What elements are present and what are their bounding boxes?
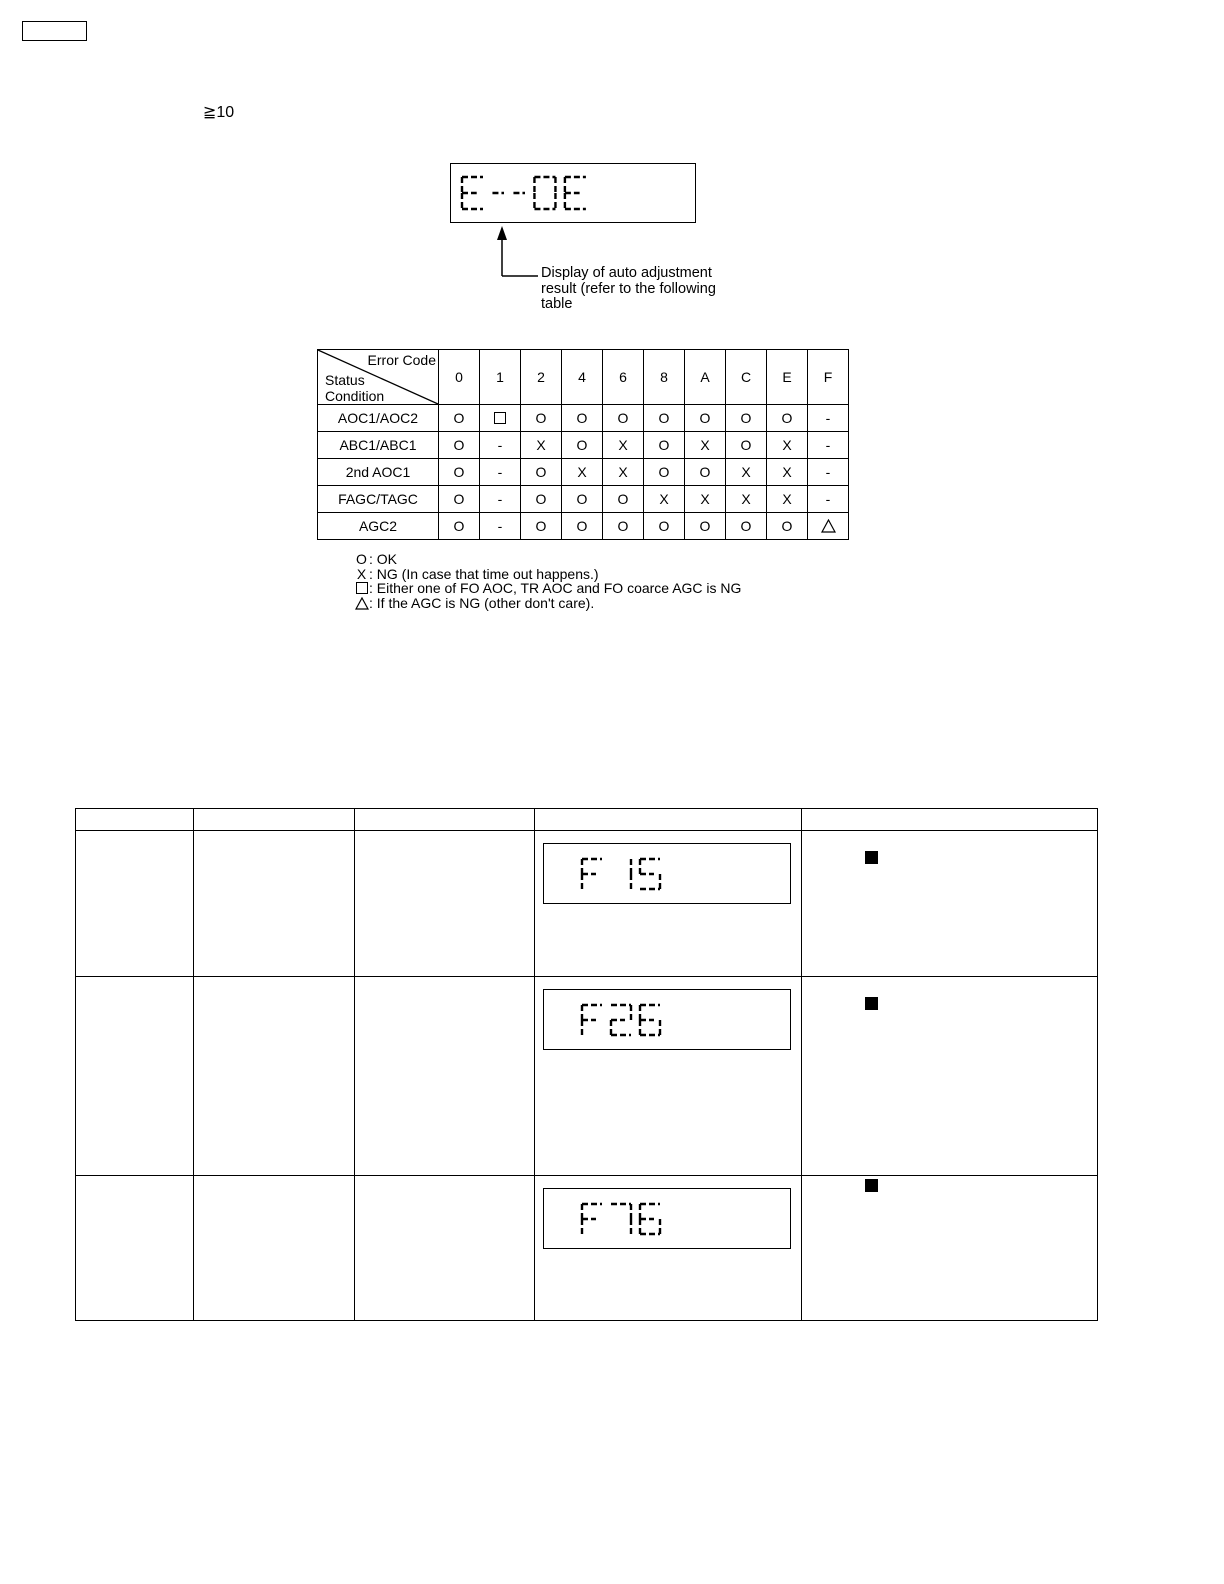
status-cell: O [726,513,767,540]
status-cell: O [644,432,685,459]
table-row [318,459,849,486]
header-cell [802,809,1098,831]
header-cell [535,809,802,831]
table-cell [194,977,355,1176]
table-row [318,432,849,459]
error-display-table [75,808,1098,1321]
code-header: 6 [603,350,644,405]
error-code-heading: Error Code [367,352,436,368]
code-header: A [685,350,726,405]
table-cell [802,831,1098,977]
status-cell: - [808,432,849,459]
row-label: ABC1/ABC1 [318,432,439,459]
legend [354,552,741,610]
ng-symbol: X [356,565,367,582]
table-row [76,831,1098,977]
code-header: 1 [480,350,521,405]
legend-item [354,552,741,567]
table-cell [194,831,355,977]
code-header: 0 [439,350,480,405]
error-code-table [317,349,849,540]
f76-lcd [543,1188,791,1249]
display-cell [535,1176,802,1321]
legend-item [354,567,741,582]
square-bullet-icon [865,851,878,864]
status-cell: O [562,405,603,432]
lcd-caption [541,266,761,313]
legend-text: : If the AGC is NG (other don't care). [369,594,595,611]
table-cell [76,1176,194,1321]
status-cell: X [767,486,808,513]
status-cell: X [603,459,644,486]
code-header: 2 [521,350,562,405]
lcd-segment-display [544,990,790,1049]
status-cell: O [726,405,767,432]
legend-text: : NG (In case that time out happens.) [369,565,599,582]
status-cell: O [521,459,562,486]
status-cell: X [644,486,685,513]
code-header: E [767,350,808,405]
status-cell: X [767,459,808,486]
status-cell: O [562,486,603,513]
status-cell: - [480,486,521,513]
table-cell [355,1176,535,1321]
status-cell: - [808,405,849,432]
lcd-segment-display [544,844,790,903]
status-cell: O [562,513,603,540]
status-cell: X [685,486,726,513]
table-cell [194,1176,355,1321]
status-cell: O [439,513,480,540]
status-cell: O [644,513,685,540]
status-cell: O [767,405,808,432]
condition-heading: Condition [325,388,385,404]
status-cell: O [644,405,685,432]
status-cell: - [480,432,521,459]
table-row [318,486,849,513]
status-cell: O [603,486,644,513]
table-cell [76,831,194,977]
caption-line: result (refer to the following [541,280,716,297]
square-icon [354,581,369,596]
table-row [318,513,849,540]
status-cell: - [480,459,521,486]
table-header-row [318,350,849,405]
status-cell: O [603,405,644,432]
status-cell: X [685,432,726,459]
status-cell: X [767,432,808,459]
header-cell [355,809,535,831]
status-cell: O [603,513,644,540]
lcd-segment-display [451,164,695,222]
table-cell [802,1176,1098,1321]
table-cell [802,977,1098,1176]
row-label: AGC2 [318,513,439,540]
status-cell: O [439,459,480,486]
status-cell: - [480,513,521,540]
table-cell [355,831,535,977]
page-number-box [22,21,87,41]
status-cell: - [808,459,849,486]
status-cell: O [685,513,726,540]
caption-line: table [541,296,573,312]
f26-lcd [543,989,791,1050]
triangle-icon [354,596,369,611]
triangle-icon [808,513,849,540]
status-cell: O [439,432,480,459]
status-cell: - [808,486,849,513]
status-cell: O [685,405,726,432]
error-table-body [318,405,849,540]
table-row [76,1176,1098,1321]
status-cell: X [726,459,767,486]
table-cell [76,977,194,1176]
legend-text: : OK [369,551,398,567]
status-cell: O [521,513,562,540]
status-cell: O [439,405,480,432]
table-row [318,405,849,432]
status-cell: O [439,486,480,513]
greater-equal-10-label: ≧10 [203,104,235,121]
status-cell: O [644,459,685,486]
legend-item [354,581,741,596]
table-header-row [76,809,1098,831]
status-heading: Status [325,372,365,388]
status-cell: X [521,432,562,459]
status-cell: O [521,486,562,513]
square-icon [480,405,521,432]
caption-line: Display of auto adjustment [541,265,712,281]
auto-adjust-lcd [450,163,696,223]
status-cell: O [562,432,603,459]
table-row [76,977,1098,1176]
row-label: 2nd AOC1 [318,459,439,486]
table-cell [355,977,535,1176]
status-cell: O [521,405,562,432]
square-bullet-icon [865,1179,878,1192]
legend-item [354,596,741,611]
status-cell: O [685,459,726,486]
lcd-segment-display [544,1189,790,1248]
table-corner-cell [318,350,439,405]
display-cell [535,977,802,1176]
status-cell: X [726,486,767,513]
status-cell: O [767,513,808,540]
code-header: 8 [644,350,685,405]
code-header: C [726,350,767,405]
code-header: F [808,350,849,405]
f15-lcd [543,843,791,904]
status-cell: X [603,432,644,459]
code-header: 4 [562,350,603,405]
row-label: AOC1/AOC2 [318,405,439,432]
ok-symbol: O [356,551,367,567]
header-cell [194,809,355,831]
header-cell [76,809,194,831]
row-label: FAGC/TAGC [318,486,439,513]
square-bullet-icon [865,997,878,1010]
status-cell: X [562,459,603,486]
legend-text: : Either one of FO AOC, TR AOC and FO coarce AGC is NG [369,580,742,596]
display-cell [535,831,802,977]
status-cell: O [726,432,767,459]
